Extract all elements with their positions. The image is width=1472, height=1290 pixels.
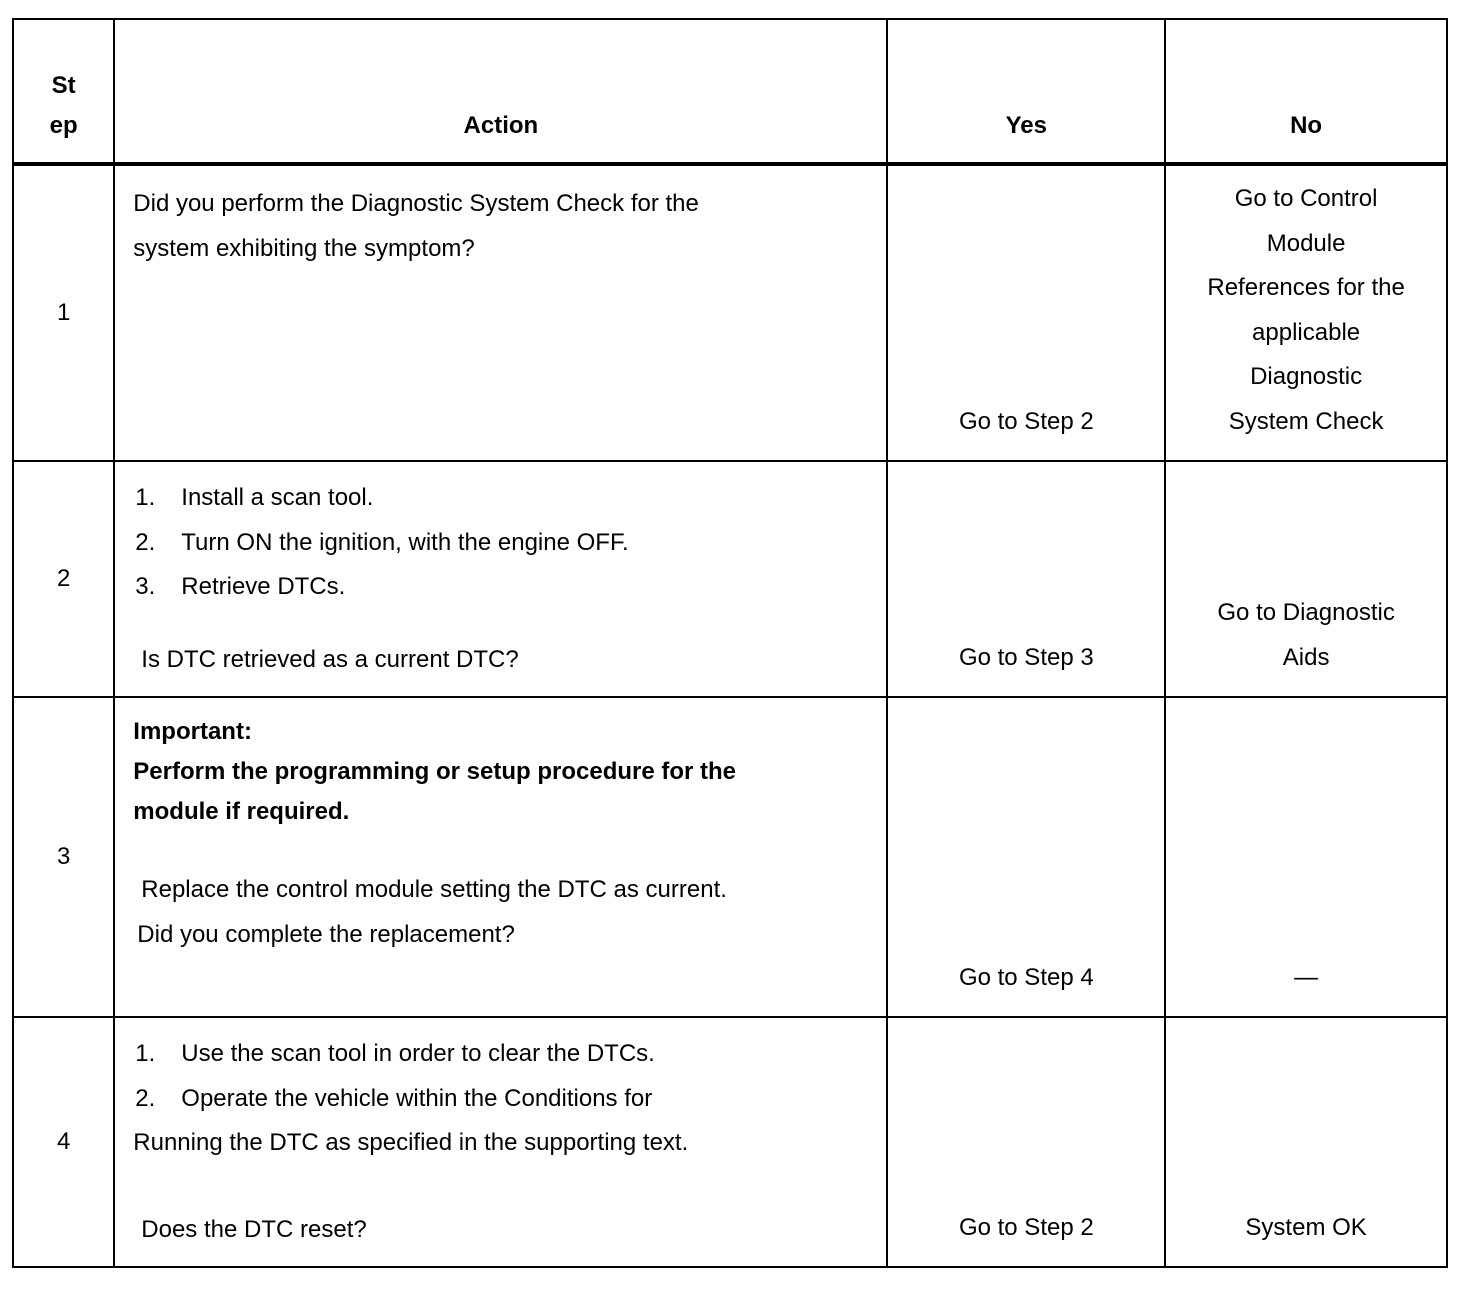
important-label: Important:	[133, 718, 252, 745]
yes-cell: Go to Step 3	[887, 461, 1165, 697]
list-item-number: 1.	[135, 484, 156, 511]
list-item	[133, 1077, 886, 1122]
header-no: No	[1165, 19, 1447, 164]
yes-cell: Go to Step 4	[887, 697, 1165, 1017]
action-cell	[114, 1017, 887, 1267]
header-step: St ep	[13, 19, 114, 164]
no-cell: System OK	[1165, 1017, 1447, 1267]
step-number: 4	[13, 1017, 114, 1267]
list-item	[133, 565, 886, 610]
action-text: system exhibiting the symptom?	[133, 234, 475, 262]
action-cell	[114, 164, 887, 461]
list-item	[133, 521, 886, 566]
action-text: Did you complete the replacement?	[137, 920, 515, 948]
list-item-text: Use the scan tool in order to clear the DTCs.	[181, 1040, 655, 1067]
list-item	[133, 476, 886, 521]
table-row	[13, 697, 1447, 1017]
action-cell	[114, 461, 887, 697]
table-header-row	[13, 19, 1447, 164]
list-item-number: 2.	[135, 528, 156, 556]
no-cell: Go to Control Module References for the applicable Diagnostic System Check	[1165, 164, 1447, 461]
table-row	[13, 164, 1447, 461]
header-action: Action	[114, 19, 887, 164]
question-text: Is DTC retrieved as a current DTC?	[141, 645, 519, 673]
list-item-text: Operate the vehicle within the Conditions for	[181, 1084, 653, 1112]
list-item-text: Install a scan tool.	[181, 484, 374, 511]
table-row	[13, 461, 1447, 697]
step-number: 1	[13, 164, 114, 461]
action-text: Running the DTC as specified in the supporting text.	[133, 1129, 689, 1156]
list-item	[133, 1032, 886, 1077]
yes-cell: Go to Step 2	[887, 164, 1165, 461]
step-number: 3	[13, 697, 114, 1017]
diagnostic-table	[12, 18, 1448, 1268]
list-item-number: 3.	[135, 573, 156, 600]
important-note: Perform the programming or setup procedure for the module if required.	[133, 758, 737, 825]
list-item-number: 2.	[135, 1084, 156, 1112]
list-item-text: Retrieve DTCs.	[181, 573, 346, 600]
yes-cell: Go to Step 2	[887, 1017, 1165, 1267]
list-item-text: Turn ON the ignition, with the engine OFF.	[181, 528, 629, 556]
action-text: Replace the control module setting the DTC as current.	[141, 876, 727, 903]
list-item-number: 1.	[135, 1040, 156, 1067]
step-number: 2	[13, 461, 114, 697]
header-yes: Yes	[887, 19, 1165, 164]
table-row	[13, 1017, 1447, 1267]
action-cell	[114, 697, 887, 1017]
question-text: Does the DTC reset?	[141, 1215, 367, 1243]
no-cell: Go to Diagnostic Aids	[1165, 461, 1447, 697]
action-text: Did you perform the Diagnostic System Check for the	[133, 190, 699, 217]
no-cell: —	[1165, 697, 1447, 1017]
